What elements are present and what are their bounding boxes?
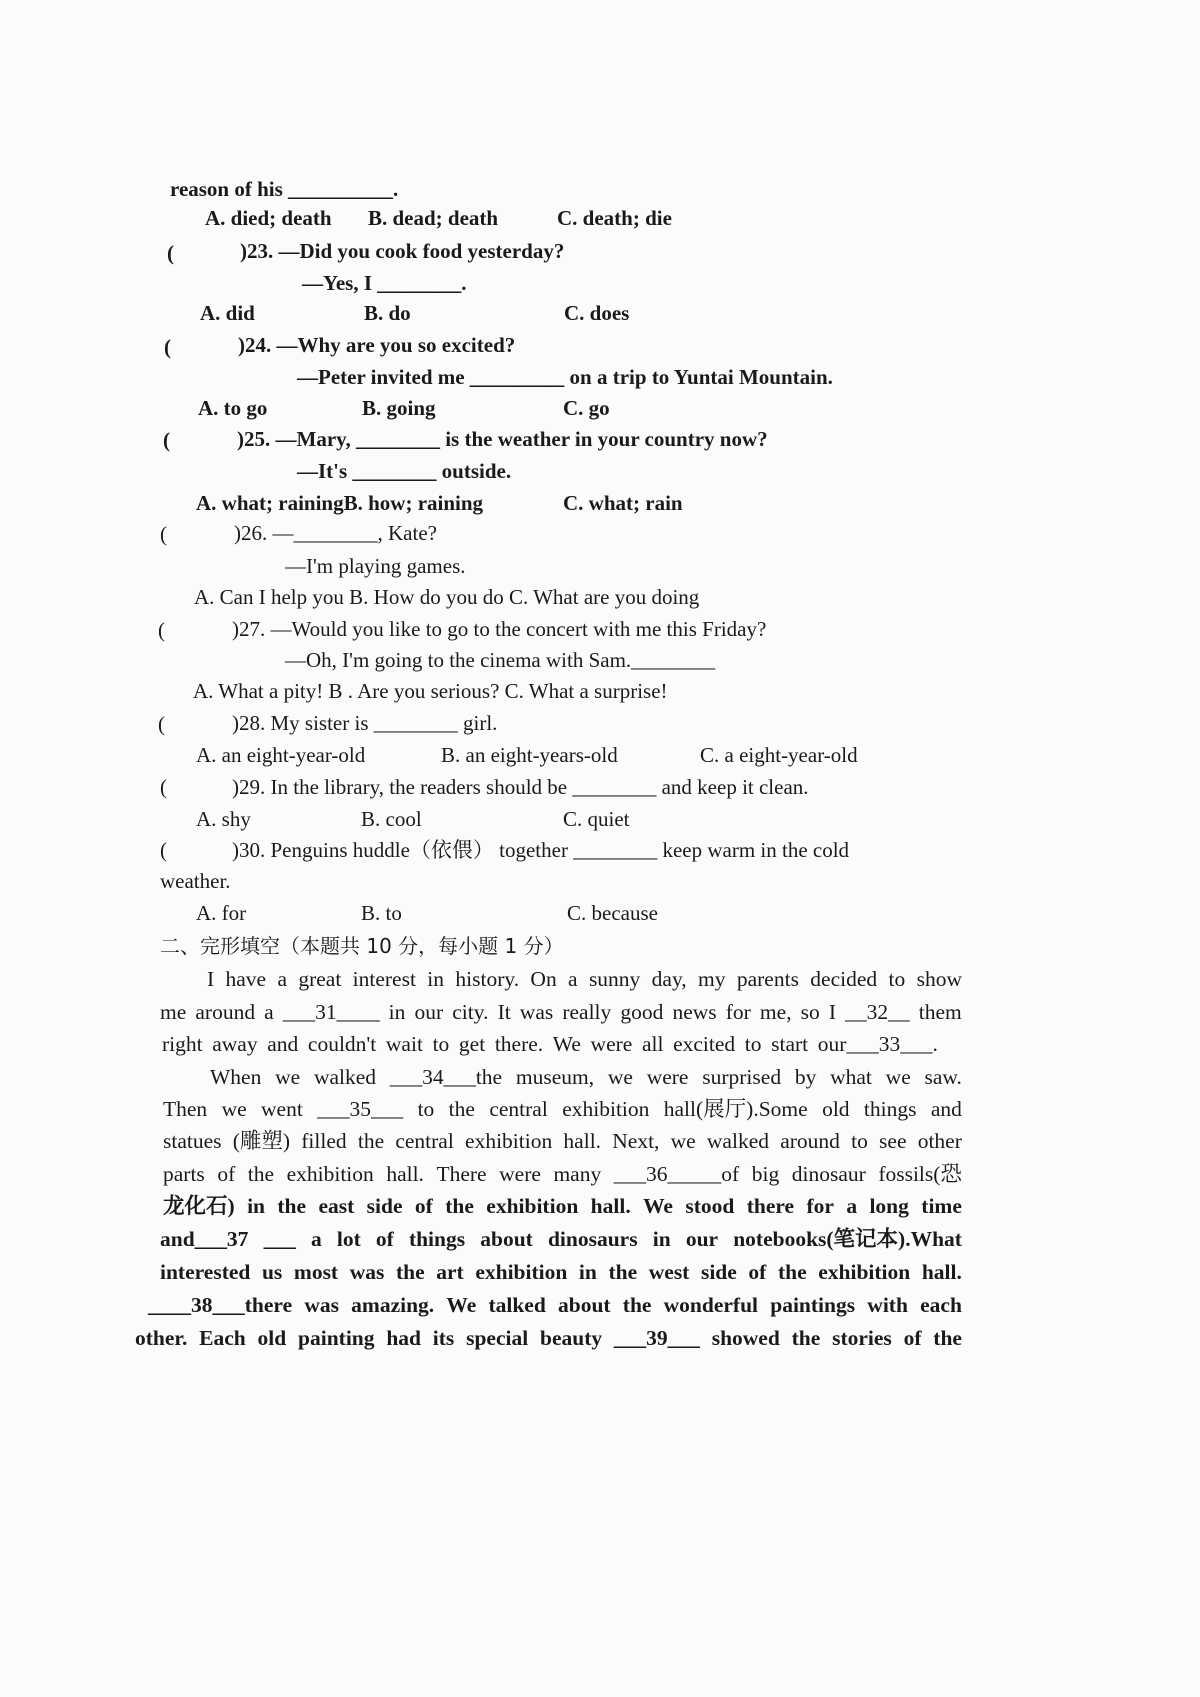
q29-option-a: A. shy <box>196 807 251 831</box>
passage-word: our <box>414 1000 444 1024</box>
passage-word: of <box>903 1326 922 1350</box>
passage-word: walked <box>313 1065 377 1089</box>
passage-word: hall. <box>921 1260 962 1284</box>
passage-word: surprised <box>702 1065 782 1089</box>
passage-word: excited <box>673 1032 736 1056</box>
passage-word: start <box>771 1032 809 1056</box>
passage-word: city. <box>452 1000 489 1024</box>
q22-option-a: A. died; death <box>205 206 332 230</box>
passage-word: central <box>489 1097 548 1121</box>
passage-word: and <box>930 1097 962 1121</box>
passage-word: with <box>867 1293 908 1317</box>
passage-word: we <box>275 1065 301 1089</box>
passage-word: walked <box>706 1129 769 1153</box>
q27-reply: —Oh, I'm going to the cinema with Sam.________ <box>285 648 716 672</box>
q24-paren: ( <box>164 335 171 359</box>
passage-word: the <box>277 1194 307 1218</box>
passage-word: (雕塑) <box>232 1129 291 1153</box>
q30-wrap: weather. <box>160 869 231 893</box>
passage-word: beauty <box>539 1326 603 1350</box>
passage-word: went <box>261 1097 303 1121</box>
passage-word: Then <box>163 1097 208 1121</box>
passage-word: dinosaurs <box>547 1227 638 1251</box>
passage-line <box>160 1257 962 1287</box>
passage-word: them <box>918 1000 962 1024</box>
q25-option-ab: A. what; rainingB. how; raining <box>196 491 484 515</box>
passage-word: was <box>349 1260 385 1284</box>
q22-option-c: C. death; die <box>557 206 672 230</box>
passage-word: in <box>652 1227 671 1251</box>
passage-word: the <box>445 1194 474 1218</box>
q26-options: A. Can I help you B. How do you do C. What are you doing <box>194 585 700 609</box>
passage-word: us <box>261 1260 283 1284</box>
passage-word: exhibition <box>486 1194 579 1218</box>
passage-word: the <box>608 1260 638 1284</box>
passage-word: a <box>277 967 287 991</box>
passage-word: old <box>257 1326 287 1350</box>
passage-word: in <box>427 967 445 991</box>
passage-word: long <box>869 1194 909 1218</box>
passage-word: the <box>357 1129 385 1153</box>
passage-line <box>210 1062 962 1092</box>
passage-word: of <box>748 1260 767 1284</box>
passage-word: showed <box>711 1326 780 1350</box>
passage-word: the <box>622 1293 652 1317</box>
passage-word: couldn't <box>307 1032 377 1056</box>
passage-word: art <box>436 1260 464 1284</box>
passage-word: was <box>519 1000 554 1024</box>
passage-word: __32__ <box>845 1000 910 1024</box>
passage-word: were <box>646 1065 689 1089</box>
q23-reply: —Yes, I ________. <box>302 271 467 295</box>
passage-word: interested <box>160 1260 251 1284</box>
passage-word: filled <box>301 1129 347 1153</box>
q25-option-c: C. what; rain <box>563 491 683 515</box>
passage-word: hall. <box>590 1194 631 1218</box>
q29-paren: ( <box>160 775 167 799</box>
passage-word: things <box>408 1227 466 1251</box>
passage-word: of <box>414 1194 433 1218</box>
passage-word: our <box>685 1227 719 1251</box>
passage-word: other. <box>135 1326 188 1350</box>
passage-word: big <box>751 1162 780 1186</box>
passage-line <box>163 1191 962 1221</box>
passage-word: around <box>195 1000 256 1024</box>
q28-option-c: C. a eight-year-old <box>700 743 858 767</box>
q29-stem: )29. In the library, the readers should be ________ and keep it clean. <box>232 775 809 799</box>
passage-word: were <box>499 1162 541 1186</box>
passage-word: a <box>310 1227 322 1251</box>
passage-word: and___37 <box>160 1227 249 1251</box>
q26-paren: ( <box>160 522 167 546</box>
q26-reply: —I'm playing games. <box>285 554 466 578</box>
passage-word: sunny <box>588 967 641 991</box>
passage-word: was <box>304 1293 339 1317</box>
passage-word: hall. <box>563 1129 602 1153</box>
q28-paren: ( <box>158 712 165 736</box>
passage-word: so <box>800 1000 820 1024</box>
passage-word: ___31____ <box>282 1000 380 1024</box>
passage-word: Next, <box>612 1129 660 1153</box>
passage-line <box>163 1126 962 1156</box>
passage-word: me, <box>759 1000 792 1024</box>
q28-option-a: A. an eight-year-old <box>196 743 366 767</box>
passage-word: a <box>846 1194 858 1218</box>
passage-word: On <box>530 967 557 991</box>
passage-word: ____38___there <box>148 1293 293 1317</box>
q29-option-c: C. quiet <box>563 807 630 831</box>
passage-word: We <box>552 1032 581 1056</box>
q30-option-c: C. because <box>567 901 658 925</box>
passage-word: special <box>466 1326 529 1350</box>
passage-word: our___33___. <box>817 1032 938 1056</box>
passage-word: the <box>791 1326 821 1350</box>
passage-word: have <box>225 967 267 991</box>
passage-line <box>163 1159 962 1189</box>
q24-stem: )24. —Why are you so excited? <box>238 333 516 357</box>
q23-stem: )23. —Did you cook food yesterday? <box>240 239 565 263</box>
passage-word: what <box>830 1065 872 1089</box>
q24-option-c: C. go <box>563 396 610 420</box>
passage-word: good <box>620 1000 664 1024</box>
q23-option-b: B. do <box>364 301 411 325</box>
passage-line <box>163 1094 962 1124</box>
passage-word: saw. <box>924 1065 962 1089</box>
q30-stem: )30. Penguins huddle（依偎） together ________ keep warm in the cold <box>232 838 850 862</box>
passage-word: most <box>293 1260 339 1284</box>
passage-word: we <box>670 1129 696 1153</box>
passage-word: the <box>247 1162 275 1186</box>
passage-word: lot <box>336 1227 361 1251</box>
passage-word: interest <box>352 967 416 991</box>
passage-word: day, <box>651 967 687 991</box>
passage-word: to <box>851 1129 868 1153</box>
q24-reply: —Peter invited me _________ on a trip to Yuntai Mountain. <box>297 365 833 389</box>
passage-word: parents <box>736 967 799 991</box>
q23-option-c: C. does <box>564 301 630 325</box>
passage-word: to <box>888 967 906 991</box>
passage-word: exhibition <box>475 1260 568 1284</box>
passage-word: stood <box>685 1194 735 1218</box>
passage-word: I <box>207 967 215 991</box>
passage-word: hall(展厅).Some <box>663 1097 808 1121</box>
passage-word: notebooks(笔记本).What <box>733 1227 962 1251</box>
passage-word: We <box>446 1293 477 1317</box>
q27-options: A. What a pity! B . Are you serious? C. What a surprise! <box>193 679 668 703</box>
q27-paren: ( <box>158 618 165 642</box>
passage-word: there. <box>494 1032 544 1056</box>
q25-reply: —It's ________ outside. <box>297 459 512 483</box>
passage-word: show <box>916 967 962 991</box>
passage-word: around <box>780 1129 840 1153</box>
passage-word: in <box>388 1000 406 1024</box>
passage-word: I <box>828 1000 837 1024</box>
q30-option-a: A. for <box>196 901 247 925</box>
passage-word: about <box>558 1293 611 1317</box>
passage-word: we <box>607 1065 633 1089</box>
q27-stem: )27. —Would you like to go to the concert with me this Friday? <box>232 617 767 641</box>
passage-word: wonderful <box>663 1293 759 1317</box>
q24-option-b: B. going <box>362 396 436 420</box>
passage-line <box>160 1224 962 1254</box>
passage-word: by <box>794 1065 817 1089</box>
passage-word: ___39___ <box>613 1326 700 1350</box>
passage-word: decided <box>810 967 878 991</box>
passage-word: When <box>210 1065 262 1089</box>
passage-word: news <box>672 1000 717 1024</box>
q28-stem: )28. My sister is ________ girl. <box>232 711 498 735</box>
passage-word: east <box>318 1194 355 1218</box>
passage-word: me <box>160 1000 187 1024</box>
passage-word: things <box>863 1097 917 1121</box>
passage-word: dinosaur <box>791 1162 866 1186</box>
passage-word: side <box>366 1194 403 1218</box>
q23-option-a: A. did <box>200 301 255 325</box>
passage-word: a <box>264 1000 274 1024</box>
passage-word: had <box>386 1326 421 1350</box>
passage-word: There <box>436 1162 487 1186</box>
passage-word: We <box>643 1194 673 1218</box>
passage-word: the <box>448 1097 475 1121</box>
passage-word: great <box>298 967 342 991</box>
passage-word: and <box>267 1032 299 1056</box>
passage-word: away <box>212 1032 258 1056</box>
section-heading-cloze: 二、完形填空（本题共 10 分，每小题 1 分） <box>160 934 564 958</box>
passage-word: exhibition <box>562 1097 650 1121</box>
passage-word: side <box>700 1260 737 1284</box>
passage-word: there <box>746 1194 795 1218</box>
q22-option-b: B. dead; death <box>368 206 499 230</box>
passage-word: really <box>562 1000 612 1024</box>
passage-word: amazing. <box>351 1293 435 1317</box>
passage-word: of <box>217 1162 236 1186</box>
passage-word: exhibition <box>286 1162 374 1186</box>
passage-word: exhibition <box>465 1129 553 1153</box>
passage-word: old <box>822 1097 850 1121</box>
passage-word: to <box>744 1032 762 1056</box>
passage-word: Each <box>199 1326 246 1350</box>
passage-word: we <box>221 1097 247 1121</box>
passage-word: the <box>395 1260 425 1284</box>
passage-word: fossils(恐 <box>878 1162 962 1186</box>
q30-paren: ( <box>160 838 167 862</box>
passage-word: in <box>247 1194 265 1218</box>
q30-option-b: B. to <box>361 901 402 925</box>
passage-word: parts <box>163 1162 205 1186</box>
passage-word: see <box>879 1129 907 1153</box>
passage-word: a <box>568 967 578 991</box>
passage-word: time <box>921 1194 962 1218</box>
passage-word: ___34___the <box>389 1065 503 1089</box>
passage-word: talked <box>488 1293 546 1317</box>
passage-word: to <box>432 1032 450 1056</box>
q24-option-a: A. to go <box>198 396 268 420</box>
passage-word: other <box>917 1129 962 1153</box>
q22-stem-tail: reason of his __________. <box>170 177 399 201</box>
passage-word: we <box>885 1065 911 1089</box>
passage-word: wait <box>385 1032 423 1056</box>
passage-word: ___35___ <box>317 1097 404 1121</box>
passage-word: its <box>432 1326 455 1350</box>
passage-word: to <box>417 1097 435 1121</box>
passage-word: paintings <box>770 1293 856 1317</box>
passage-word: all <box>641 1032 664 1056</box>
passage-line <box>148 1290 962 1320</box>
passage-word: museum, <box>515 1065 595 1089</box>
passage-word: of <box>375 1227 394 1251</box>
passage-word: for <box>725 1000 751 1024</box>
passage-word: each <box>920 1293 962 1317</box>
passage-word: ___ <box>263 1227 296 1251</box>
q25-paren: ( <box>163 428 170 452</box>
passage-line <box>135 1323 962 1353</box>
q23-paren: ( <box>167 241 174 265</box>
passage-word: 龙化石) <box>163 1194 235 1218</box>
passage-word: It <box>497 1000 511 1024</box>
passage-line <box>162 1029 938 1059</box>
passage-word: get <box>458 1032 486 1056</box>
passage-word: history. <box>455 967 520 991</box>
passage-word: the <box>933 1326 962 1350</box>
q26-stem: )26. —________, Kate? <box>234 521 437 545</box>
passage-word: the <box>777 1260 807 1284</box>
passage-word: exhibition <box>818 1260 911 1284</box>
passage-word: central <box>395 1129 454 1153</box>
passage-word: painting <box>298 1326 375 1350</box>
passage-word: statues <box>163 1129 222 1153</box>
passage-word: hall. <box>386 1162 424 1186</box>
passage-word: right <box>162 1032 203 1056</box>
passage-word: west <box>648 1260 690 1284</box>
passage-word: were <box>590 1032 633 1056</box>
passage-line <box>160 997 962 1027</box>
passage-word: stories <box>832 1326 892 1350</box>
passage-word: for <box>806 1194 834 1218</box>
passage-word: my <box>698 967 726 991</box>
q25-stem: )25. —Mary, ________ is the weather in your country now? <box>237 427 768 451</box>
passage-word: about <box>480 1227 533 1251</box>
passage-word: many <box>553 1162 602 1186</box>
q28-option-b: B. an eight-years-old <box>441 743 618 767</box>
q29-option-b: B. cool <box>361 807 422 831</box>
passage-line <box>207 964 962 994</box>
passage-word: ___36_____of <box>613 1162 740 1186</box>
passage-word: in <box>578 1260 597 1284</box>
